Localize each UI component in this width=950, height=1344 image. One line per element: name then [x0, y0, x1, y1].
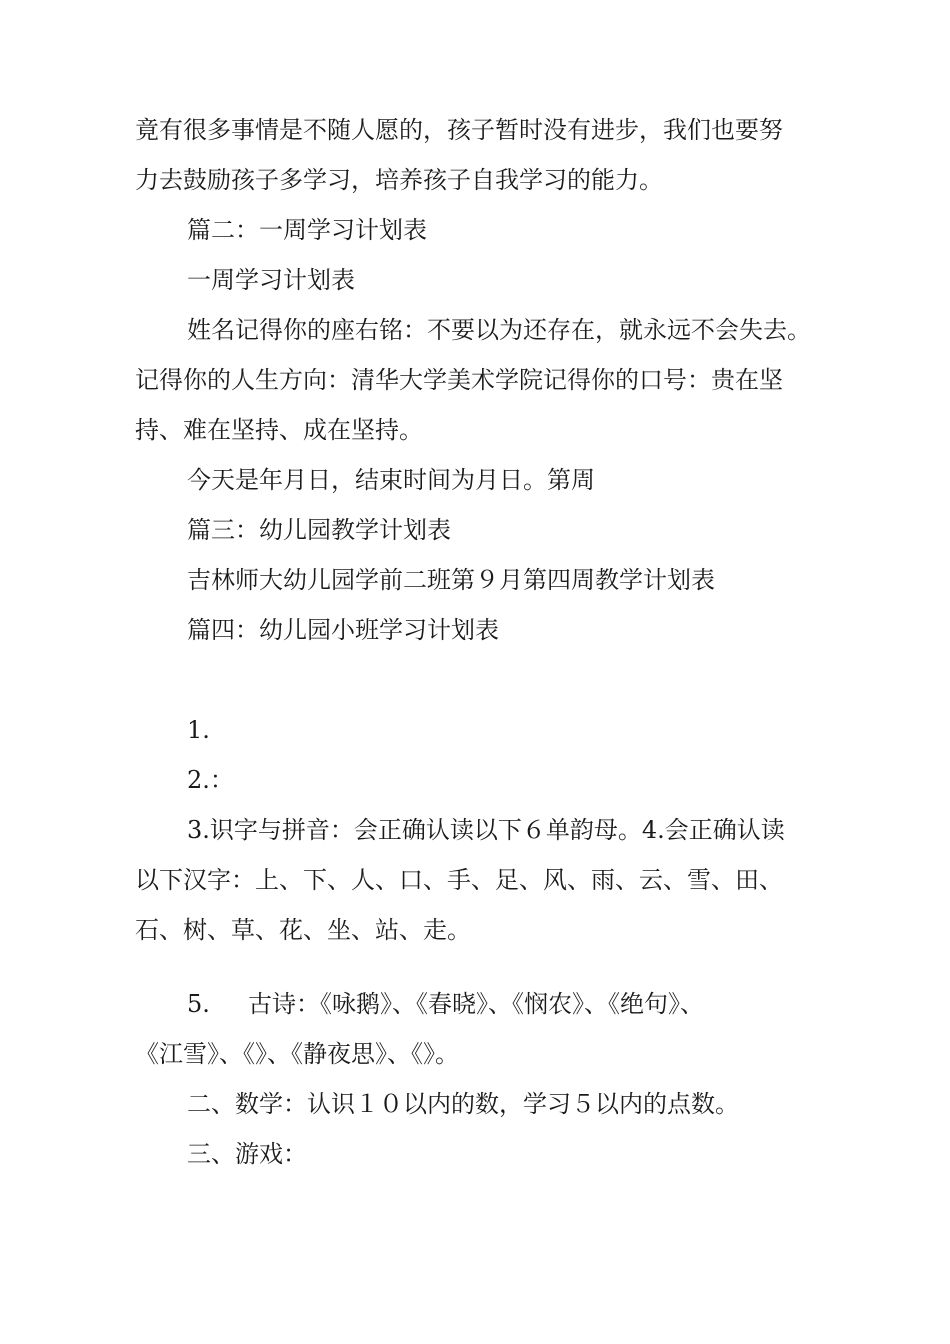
list-item: 2.： [187, 766, 234, 794]
list-item: 3.识字与拼音：会正确认读以下６单韵母。4.会正确认读 [187, 816, 785, 844]
paragraph-line: 《江雪》、《》、《静夜思》、《》。 [135, 1040, 459, 1068]
section-heading: 篇四：幼儿园小班学习计划表 [187, 616, 499, 644]
paragraph-line: 持、难在坚持、成在坚持。 [135, 416, 423, 444]
paragraph-line: 记得你的人生方向：清华大学美术学院记得你的口号：贵在坚 [135, 366, 783, 394]
paragraph-line: 二、数学：认识１０以内的数，学习５以内的点数。 [187, 1090, 739, 1118]
list-item: 古诗：《咏鹅》、《春晓》、《悯农》、《绝句》、 [248, 990, 704, 1018]
paragraph-line: 以下汉字：上、下、人、口、手、足、风、雨、云、雪、田、 [135, 866, 783, 894]
paragraph-line: 今天是年月日，结束时间为月日。第周 [187, 466, 595, 494]
paragraph-line: 竟有很多事情是不随人愿的，孩子暂时没有进步，我们也要努 [135, 116, 783, 144]
section-heading: 篇三：幼儿园教学计划表 [187, 516, 451, 544]
section-title: 一周学习计划表 [187, 266, 355, 294]
paragraph-line: 石、树、草、花、坐、站、走。 [135, 916, 471, 944]
section-heading: 篇二：一周学习计划表 [187, 216, 427, 244]
list-item-number: 5. [187, 990, 210, 1018]
section-title: 吉林师大幼儿园学前二班第９月第四周教学计划表 [187, 566, 715, 594]
paragraph-line: 三、游戏： [187, 1140, 307, 1168]
list-item: 1. [187, 716, 210, 744]
paragraph-line: 姓名记得你的座右铭：不要以为还存在，就永远不会失去。 [187, 316, 811, 344]
paragraph-line: 力去鼓励孩子多学习，培养孩子自我学习的能力。 [135, 166, 663, 194]
